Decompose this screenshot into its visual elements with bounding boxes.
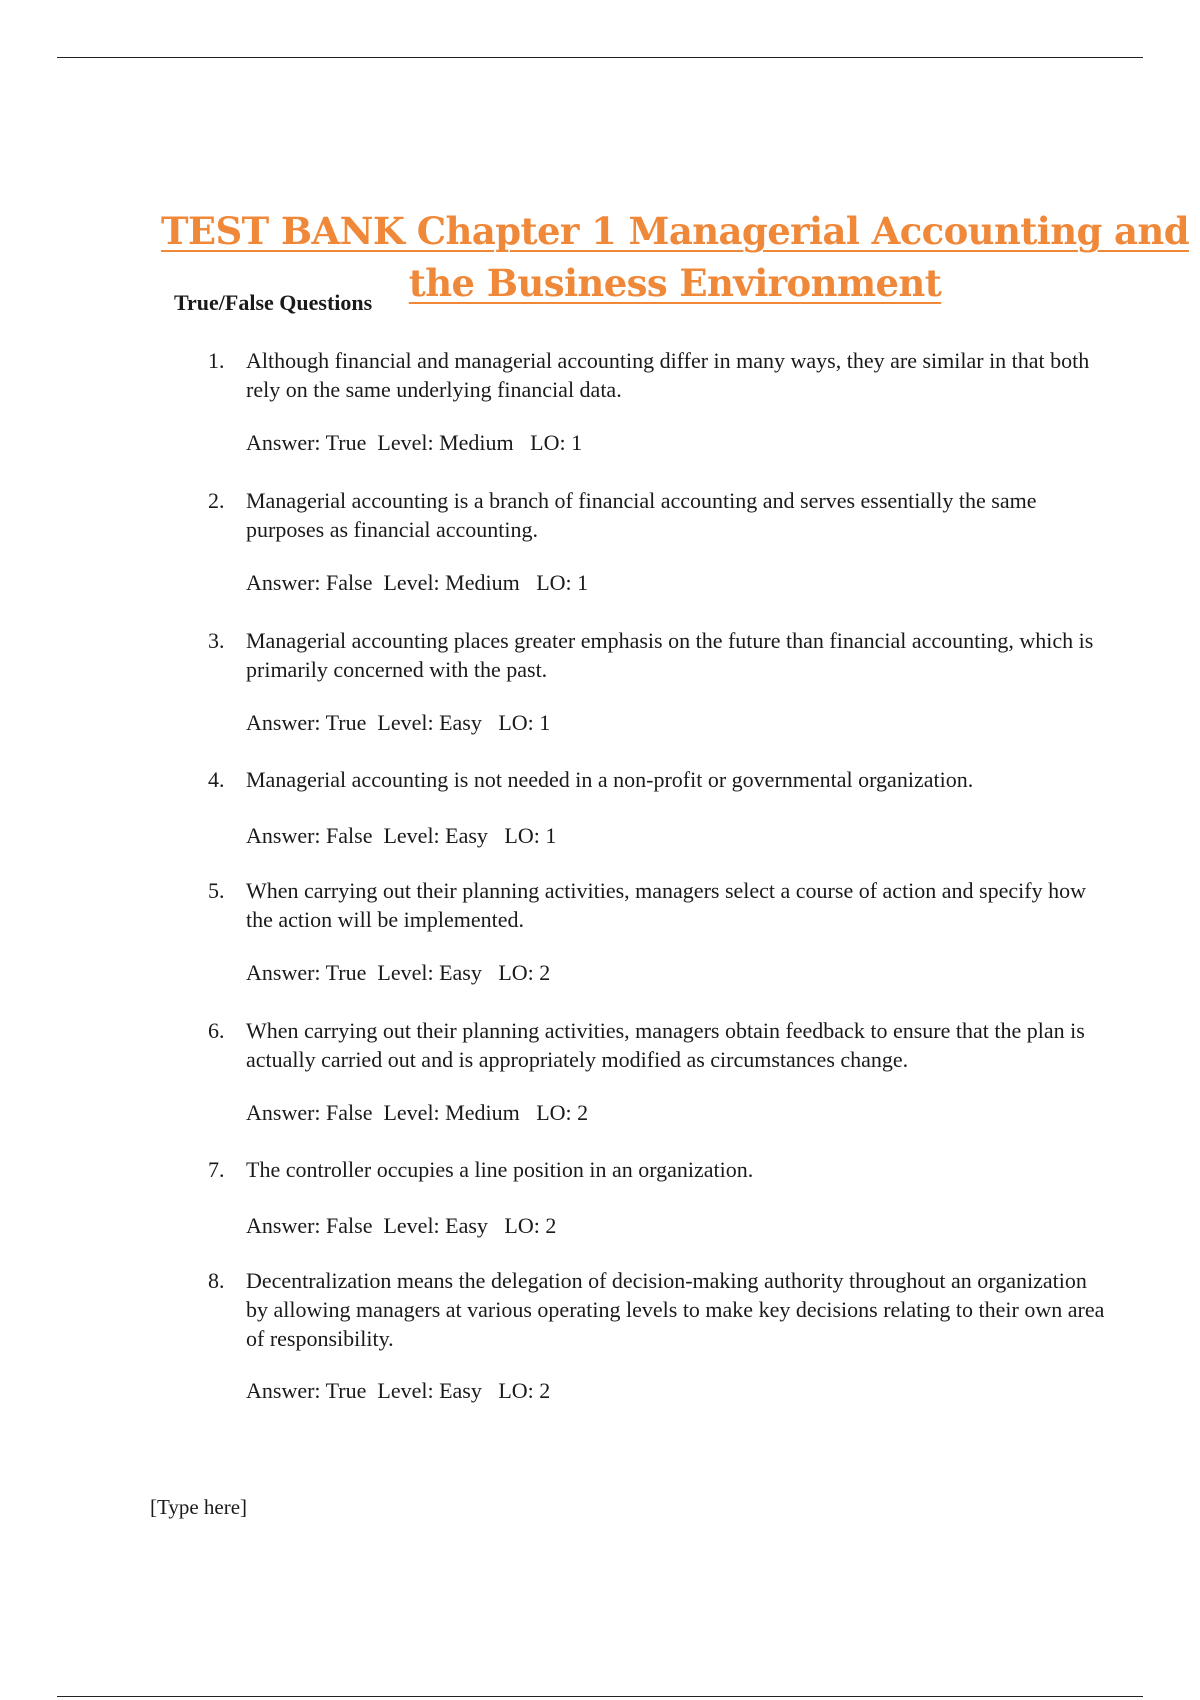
- question-text: Decentralization means the delegation of decision-making authority throughout an organization by allowing managers at various operating levels to make key decisions relating to their own area of responsibility.: [246, 1268, 1105, 1351]
- question-number: 6.: [208, 1018, 225, 1043]
- answer-line: Answer: True Level: Easy LO: 1: [246, 710, 551, 735]
- question-number: 1.: [208, 348, 225, 373]
- question-text: The controller occupies a line position in an organization.: [246, 1157, 754, 1182]
- question-text: When carrying out their planning activities, managers select a course of action and specify how the action will be implemented.: [246, 878, 1086, 932]
- question-number: 5.: [208, 878, 225, 903]
- answer-line: Answer: True Level: Medium LO: 1: [246, 430, 583, 455]
- question-number: 3.: [208, 628, 225, 653]
- answer-line: Answer: False Level: Medium LO: 1: [246, 570, 589, 595]
- answer-line: Answer: True Level: Easy LO: 2: [246, 1378, 551, 1403]
- title-line-2: the Business Environment: [408, 260, 942, 305]
- question-text: When carrying out their planning activities, managers obtain feedback to ensure that the plan is actually carried out and is appropriately modified as circumstances change.: [246, 1018, 1085, 1072]
- answer-line: Answer: True Level: Easy LO: 2: [246, 960, 551, 985]
- section-heading: True/False Questions: [174, 290, 373, 315]
- question-number: 4.: [208, 767, 225, 792]
- question-text: Managerial accounting is not needed in a non-profit or governmental organization.: [246, 767, 974, 792]
- footer-placeholder[interactable]: [Type here]: [150, 1495, 248, 1519]
- top-rule: [57, 57, 1143, 58]
- question-text: Although financial and managerial accounting differ in many ways, they are similar in that both rely on the same underlying financial data.: [246, 348, 1090, 402]
- bottom-rule: [57, 1696, 1143, 1697]
- answer-line: Answer: False Level: Medium LO: 2: [246, 1100, 589, 1125]
- question-text: Managerial accounting places greater emphasis on the future than financial accounting, which is primarily concerned with the past.: [246, 628, 1094, 682]
- question-number: 7.: [208, 1157, 225, 1182]
- answer-line: Answer: False Level: Easy LO: 1: [246, 823, 557, 848]
- question-number: 8.: [208, 1268, 225, 1293]
- title-line-1: TEST BANK Chapter 1 Managerial Accounting and: [160, 208, 1189, 253]
- question-text: Managerial accounting is a branch of financial accounting and serves essentially the same purposes as financial accounting.: [246, 488, 1037, 542]
- answer-line: Answer: False Level: Easy LO: 2: [246, 1213, 557, 1238]
- question-number: 2.: [208, 488, 225, 513]
